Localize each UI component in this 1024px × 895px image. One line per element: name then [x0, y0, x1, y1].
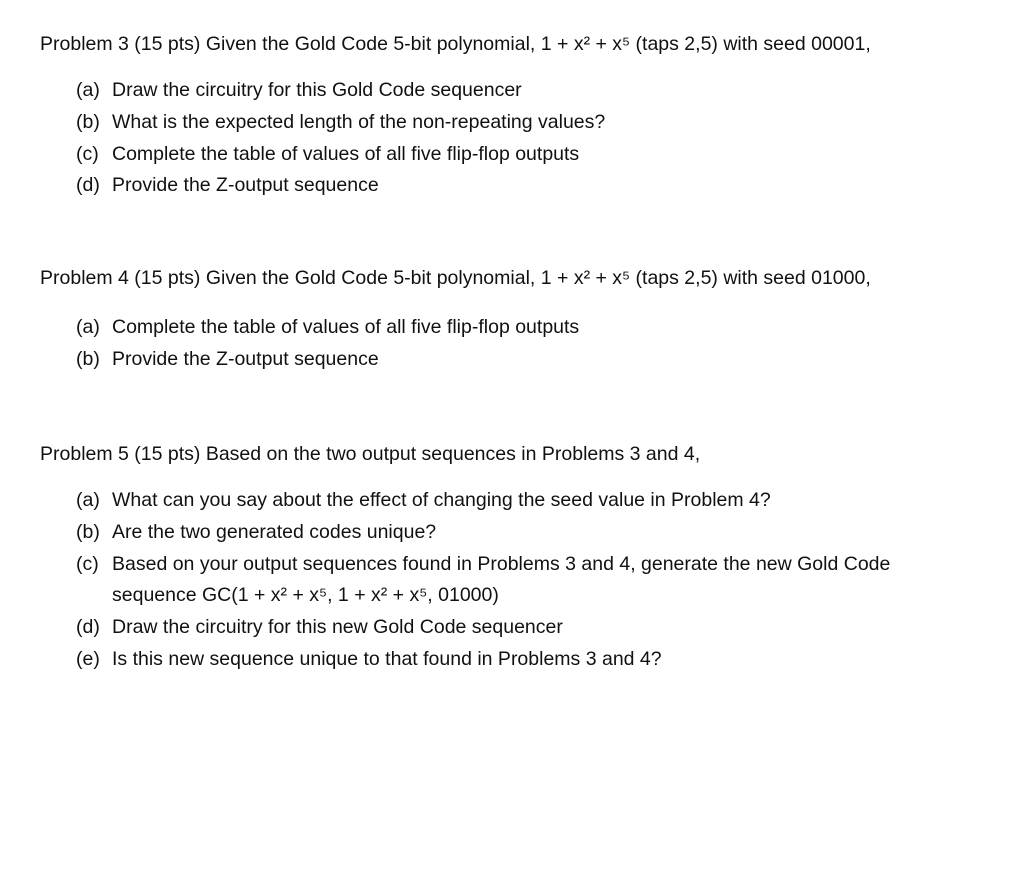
problem-3-part-d [40, 170, 1000, 202]
problem-3-part-b [40, 107, 1000, 139]
problem-4-part-b [40, 344, 1000, 376]
part-marker: (a) [76, 316, 100, 338]
problem-5-heading: Problem 5 (15 pts) Based on the two output sequences in Problems 3 and 4, [40, 443, 701, 465]
problem-3-part-a [40, 75, 1000, 107]
part-text: Provide the Z-output sequence [112, 347, 379, 370]
problem-3-parts [40, 75, 1000, 202]
part-text: What can you say about the effect of changing the seed value in Problem 4? [112, 489, 771, 511]
problem-4-part-a [40, 312, 1000, 344]
part-marker: (b) [76, 520, 100, 543]
problem-5-part-d [40, 612, 1000, 644]
problem-4-parts [40, 312, 1000, 376]
part-text: Based on your output sequences found in Problems 3 and 4, generate the new Gold Code sequence GC(1 + x² + x⁵, 1 + x² + x⁵, 01000) [112, 552, 891, 607]
problem-4-heading: Problem 4 (15 pts) Given the Gold Code 5-bit polynomial, 1 + x² + x⁵ (taps 2,5) with seed 01000, [40, 267, 871, 289]
part-text: Are the two generated codes unique? [112, 520, 437, 543]
problem-5-part-a [40, 485, 1000, 517]
part-text: Complete the table of values of all five flip-flop outputs [112, 316, 580, 338]
problem-4 [40, 264, 1000, 376]
part-text: What is the expected length of the non-repeating values? [112, 110, 606, 133]
part-marker: (a) [76, 79, 100, 101]
part-marker: (b) [76, 110, 100, 133]
problem-5-part-c [40, 549, 1000, 613]
problem-5-part-e [40, 644, 1000, 676]
part-text: Draw the circuitry for this new Gold Code sequencer [112, 616, 563, 639]
part-marker: (e) [76, 647, 100, 670]
part-marker: (b) [76, 347, 100, 370]
problem-3-heading: Problem 3 (15 pts) Given the Gold Code 5-bit polynomial, 1 + x² + x⁵ (taps 2,5) with seed 00001, [40, 33, 871, 55]
part-text: Complete the table of values of all five flip-flop outputs [112, 142, 580, 165]
part-text: Draw the circuitry for this Gold Code sequencer [112, 79, 522, 101]
problem-5-part-b [40, 517, 1000, 549]
problem-3-part-c [40, 139, 1000, 171]
problem-5-parts [40, 485, 1000, 676]
part-marker: (c) [76, 552, 99, 575]
part-text: Provide the Z-output sequence [112, 174, 379, 197]
problem-5 [40, 440, 1000, 676]
part-marker: (a) [76, 489, 100, 511]
problem-3 [40, 30, 1000, 202]
part-marker: (d) [76, 616, 100, 639]
part-text: Is this new sequence unique to that found in Problems 3 and 4? [112, 647, 662, 670]
part-marker: (c) [76, 142, 99, 165]
part-marker: (d) [76, 174, 100, 197]
